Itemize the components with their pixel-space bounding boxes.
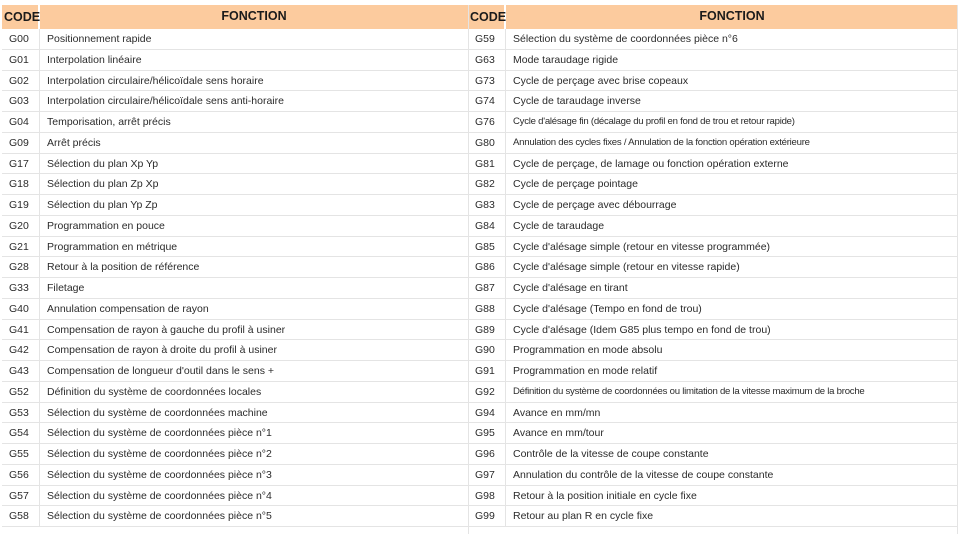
gcode-fonction: Sélection du système de coordonnées pièce n°5 bbox=[47, 510, 272, 523]
gcode-fonction: Contrôle de la vitesse de coupe constante bbox=[513, 448, 709, 460]
gcode-code: G95 bbox=[468, 423, 506, 443]
table-header bbox=[2, 5, 468, 29]
table-row bbox=[468, 403, 958, 424]
table-row bbox=[468, 29, 958, 50]
gcode-code: G55 bbox=[2, 444, 40, 464]
table-row bbox=[468, 340, 958, 361]
gcode-code: G53 bbox=[2, 403, 40, 423]
table-row bbox=[2, 29, 468, 50]
gcode-code: G18 bbox=[2, 174, 40, 194]
table-row bbox=[468, 154, 958, 175]
gcode-fonction: Cycle de taraudage inverse bbox=[513, 95, 641, 108]
table-row bbox=[2, 340, 468, 361]
gcode-fonction: Compensation de rayon à droite du profil à usiner bbox=[47, 344, 277, 357]
gcode-code: G73 bbox=[468, 71, 506, 91]
gcode-code: G56 bbox=[2, 465, 40, 485]
gcode-code: G21 bbox=[2, 237, 40, 257]
gcode-fonction: Programmation en métrique bbox=[47, 240, 178, 253]
header-code: CODE bbox=[2, 5, 40, 29]
gcode-code: G41 bbox=[2, 320, 40, 340]
gcode-fonction: Annulation des cycles fixes / Annulation de la fonction opération extérieure bbox=[513, 136, 810, 148]
table-row bbox=[468, 423, 958, 444]
gcode-code: G33 bbox=[2, 278, 40, 298]
gcode-fonction: Programmation en mode relatif bbox=[513, 365, 658, 377]
gcode-fonction: Positionnement rapide bbox=[47, 33, 152, 45]
header-code: CODE bbox=[468, 5, 506, 29]
gcode-code: G52 bbox=[2, 382, 40, 402]
gcode-code: G09 bbox=[2, 133, 40, 153]
gcode-code: G04 bbox=[2, 112, 40, 132]
table-row bbox=[468, 112, 958, 133]
table-row bbox=[2, 423, 468, 444]
gcode-code: G63 bbox=[468, 50, 506, 70]
gcode-code: G43 bbox=[2, 361, 40, 381]
gcode-code: G97 bbox=[468, 465, 506, 485]
gcode-code: G17 bbox=[2, 154, 40, 174]
gcode-fonction: Programmation en pouce bbox=[47, 219, 165, 232]
table-row bbox=[2, 133, 468, 154]
table-row bbox=[2, 444, 468, 465]
table-row bbox=[2, 465, 468, 486]
gcode-fonction: Sélection du système de coordonnées machine bbox=[47, 406, 268, 419]
gcode-code: G99 bbox=[468, 506, 506, 526]
gcode-code: G96 bbox=[468, 444, 506, 464]
gcode-fonction: Annulation du contrôle de la vitesse de coupe constante bbox=[513, 468, 774, 481]
gcode-code: G90 bbox=[468, 340, 506, 360]
table-row bbox=[2, 50, 468, 71]
gcode-table-right bbox=[468, 5, 958, 534]
table-row bbox=[468, 382, 958, 403]
gcode-fonction: Sélection du système de coordonnées pièce n°3 bbox=[47, 468, 272, 481]
gcode-fonction: Programmation en mode absolu bbox=[513, 344, 663, 357]
table-row bbox=[2, 216, 468, 237]
gcode-code: G58 bbox=[2, 506, 40, 526]
table-row bbox=[468, 133, 958, 154]
table-row bbox=[468, 506, 958, 527]
header-fonction: FONCTION bbox=[221, 9, 287, 23]
gcode-fonction: Sélection du plan Zp Xp bbox=[47, 178, 159, 191]
gcode-fonction: Avance en mm/tour bbox=[513, 427, 604, 440]
gcode-fonction: Retour au plan R en cycle fixe bbox=[513, 510, 654, 523]
gcode-code: G82 bbox=[468, 174, 506, 194]
gcode-code: G86 bbox=[468, 257, 506, 277]
header-fonction: FONCTION bbox=[699, 9, 765, 23]
table-row bbox=[2, 154, 468, 175]
gcode-fonction: Interpolation circulaire/hélicoïdale sens horaire bbox=[47, 74, 264, 87]
table-row bbox=[468, 195, 958, 216]
table-row bbox=[2, 403, 468, 424]
gcode-code: G54 bbox=[2, 423, 40, 443]
table-row bbox=[468, 361, 958, 382]
gcode-fonction: Sélection du plan Yp Zp bbox=[47, 199, 158, 211]
gcode-fonction: Définition du système de coordonnées locales bbox=[47, 385, 262, 398]
gcode-code: G00 bbox=[2, 29, 40, 49]
table-row bbox=[468, 257, 958, 278]
gcode-fonction: Cycle d'alésage en tirant bbox=[513, 282, 628, 294]
gcode-code: G87 bbox=[468, 278, 506, 298]
gcode-code: G98 bbox=[468, 486, 506, 506]
gcode-code: G03 bbox=[2, 91, 40, 111]
gcode-code: G80 bbox=[468, 133, 506, 153]
table-row bbox=[2, 174, 468, 195]
table-row bbox=[2, 486, 468, 507]
gcode-fonction: Retour à la position de référence bbox=[47, 261, 200, 274]
gcode-code: G88 bbox=[468, 299, 506, 319]
table-row bbox=[468, 237, 958, 258]
gcode-fonction: Cycle de perçage avec débourrage bbox=[513, 199, 677, 211]
gcode-code: G02 bbox=[2, 71, 40, 91]
gcode-table-left bbox=[2, 5, 468, 534]
gcode-code: G40 bbox=[2, 299, 40, 319]
table-row bbox=[468, 216, 958, 237]
table-row bbox=[2, 112, 468, 133]
table-row bbox=[468, 50, 958, 71]
gcode-code: G28 bbox=[2, 257, 40, 277]
table-row bbox=[468, 174, 958, 195]
gcode-fonction: Sélection du plan Xp Yp bbox=[47, 157, 159, 170]
table-row bbox=[468, 91, 958, 112]
gcode-code: G57 bbox=[2, 486, 40, 506]
table-row bbox=[2, 361, 468, 382]
gcode-fonction: Cycle d'alésage simple (retour en vitesse programmée) bbox=[513, 240, 771, 253]
gcode-fonction: Mode taraudage rigide bbox=[513, 53, 619, 66]
gcode-code: G01 bbox=[2, 50, 40, 70]
gcode-code: G89 bbox=[468, 320, 506, 340]
gcode-fonction: Compensation de rayon à gauche du profil à usiner bbox=[47, 323, 286, 336]
gcode-code: G92 bbox=[468, 382, 506, 402]
table-header bbox=[468, 5, 958, 29]
gcode-code: G83 bbox=[468, 195, 506, 215]
table-row bbox=[2, 506, 468, 527]
table-row bbox=[2, 382, 468, 403]
gcode-fonction: Cycle de perçage, de lamage ou fonction opération externe bbox=[513, 157, 789, 170]
gcode-code: G74 bbox=[468, 91, 506, 111]
gcode-fonction: Sélection du système de coordonnées pièce n°1 bbox=[47, 427, 272, 440]
gcode-fonction: Définition du système de coordonnées ou limitation de la vitesse maximum de la broche bbox=[513, 385, 865, 397]
table-body bbox=[468, 29, 958, 527]
gcode-fonction: Sélection du système de coordonnées pièce n°6 bbox=[513, 33, 738, 45]
table-row bbox=[468, 444, 958, 465]
gcode-code: G76 bbox=[468, 112, 506, 132]
gcode-fonction: Interpolation circulaire/hélicoïdale sens anti-horaire bbox=[47, 95, 284, 108]
gcode-code: G81 bbox=[468, 154, 506, 174]
gcode-code: G20 bbox=[2, 216, 40, 236]
gcode-fonction: Cycle d'alésage (Idem G85 plus tempo en fond de trou) bbox=[513, 323, 771, 336]
gcode-fonction: Avance en mm/mn bbox=[513, 406, 601, 419]
gcode-code: G85 bbox=[468, 237, 506, 257]
gcode-code: G84 bbox=[468, 216, 506, 236]
gcode-fonction: Cycle de perçage avec brise copeaux bbox=[513, 74, 689, 87]
gcode-fonction: Filetage bbox=[47, 282, 85, 294]
table-body bbox=[2, 29, 468, 527]
gcode-fonction: Cycle de perçage pointage bbox=[513, 178, 638, 191]
table-row bbox=[468, 465, 958, 486]
gcode-code: G19 bbox=[2, 195, 40, 215]
table-row bbox=[468, 299, 958, 320]
gcode-fonction: Retour à la position initiale en cycle fixe bbox=[513, 489, 697, 502]
table-row bbox=[2, 299, 468, 320]
table-row bbox=[468, 71, 958, 92]
gcode-fonction: Temporisation, arrêt précis bbox=[47, 116, 171, 128]
gcode-code: G59 bbox=[468, 29, 506, 49]
gcode-fonction: Cycle d'alésage simple (retour en vitesse rapide) bbox=[513, 261, 740, 274]
gcode-code: G91 bbox=[468, 361, 506, 381]
gcode-fonction: Cycle d'alésage (Tempo en fond de trou) bbox=[513, 302, 702, 315]
gcode-fonction: Arrêt précis bbox=[47, 136, 101, 149]
gcode-fonction: Annulation compensation de rayon bbox=[47, 302, 209, 315]
gcode-code: G94 bbox=[468, 403, 506, 423]
gcode-fonction: Sélection du système de coordonnées pièce n°4 bbox=[47, 489, 272, 502]
gcode-fonction: Cycle d'alésage fin (décalage du profil en fond de trou et retour rapide) bbox=[513, 116, 795, 127]
table-row bbox=[2, 195, 468, 216]
table-row bbox=[468, 486, 958, 507]
table-row bbox=[2, 278, 468, 299]
table-row bbox=[2, 91, 468, 112]
table-row bbox=[2, 237, 468, 258]
gcode-fonction: Interpolation linéaire bbox=[47, 53, 142, 66]
gcode-fonction: Cycle de taraudage bbox=[513, 219, 605, 232]
column-divider bbox=[468, 5, 469, 534]
table-row bbox=[2, 257, 468, 278]
table-row bbox=[468, 278, 958, 299]
gcode-fonction: Compensation de longueur d'outil dans le sens + bbox=[47, 365, 275, 377]
table-row bbox=[468, 320, 958, 341]
table-row bbox=[2, 71, 468, 92]
table-row bbox=[2, 320, 468, 341]
gcode-code: G42 bbox=[2, 340, 40, 360]
gcode-fonction: Sélection du système de coordonnées pièce n°2 bbox=[47, 448, 272, 460]
